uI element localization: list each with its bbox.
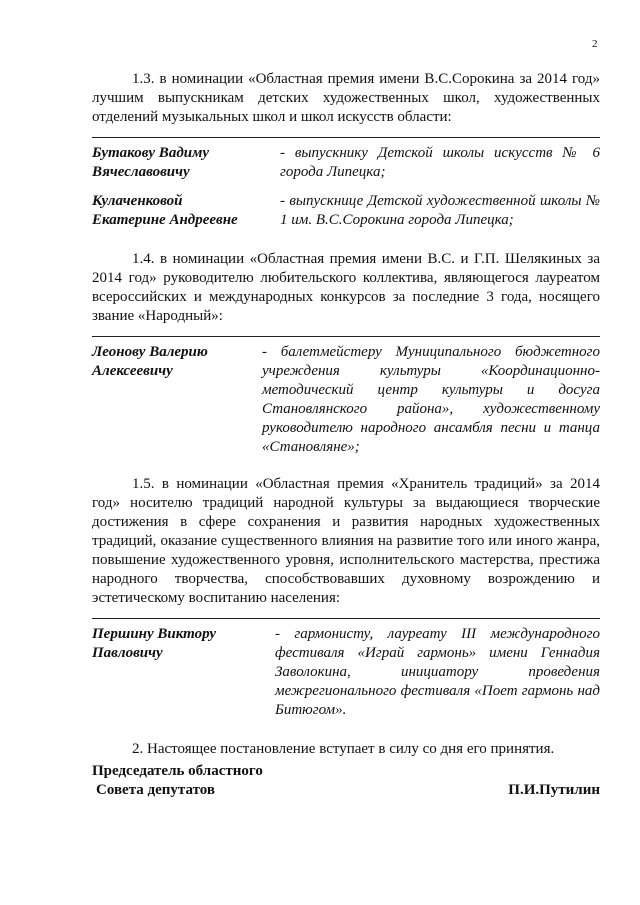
awardee-description: - выпускнице Детской художественной школы № 1 им. В.С.Сорокина города Липецка; xyxy=(280,193,600,228)
awardee-name: Першину Виктору Павловичу xyxy=(92,626,217,661)
signature-row xyxy=(92,781,600,800)
awardee-name: Леонову Валерию Алексеевичу xyxy=(92,344,208,379)
section-1-3-text: 1.3. в номинации «Областная премия имени В.С.Сорокина за 2014 год» лучшим выпускникам детских художественных школ, художественных отделений музыкальных школ и школ искусств области: xyxy=(92,71,600,125)
section-divider xyxy=(92,618,600,619)
awardee-name: Бутакову Вадиму Вячеславовичу xyxy=(92,145,210,180)
awardee-row xyxy=(92,625,600,720)
document-body xyxy=(92,70,600,759)
awardee-row xyxy=(92,144,600,182)
signatory-title-line1: Председатель областного xyxy=(92,763,263,779)
signatory-title-line2: Совета депутатов xyxy=(96,782,215,798)
awardee-name: Кулаченковой Екатерине Андреевне xyxy=(92,193,238,228)
signature-block xyxy=(92,762,600,800)
awardee-row xyxy=(92,343,600,457)
signatory-name: П.И.Путилин xyxy=(508,782,600,798)
section-divider xyxy=(92,336,600,337)
awardee-description: - выпускнику Детской школы искусств № 6 города Липецка; xyxy=(280,145,600,180)
awardee-description: - гармонисту, лауреату III международного фестиваля «Играй гармонь» имени Геннадия Заволокина, инициатору проведения межрегионального фестиваля «Поет гармонь над Битюгом». xyxy=(275,626,600,718)
closing-text: 2. Настоящее постановление вступает в силу со дня его принятия. xyxy=(132,741,555,757)
section-divider xyxy=(92,137,600,138)
section-1-5-text: 1.5. в номинации «Областная премия «Хранитель традиций» за 2014 год» носителю традиций народной культуры за выдающиеся творческие достижения в сфере сохранения и развития народных художественных традиций, оказание существенного влияния на развитие того или иного жанра, повышение художественного уровня, исполнительского мастерства, престижа народного творчества, способствовавших духовному возрождению и эстетическому воспитанию населения: xyxy=(92,476,600,606)
awardee-description: - балетмейстеру Муниципального бюджетного учреждения культуры «Координационно-методический центр культуры и досуга Становлянского района», художественному руководителю народного ансамбля песни и танца «Становляне»; xyxy=(262,344,600,455)
section-1-4-text: 1.4. в номинации «Областная премия имени В.С. и Г.П. Шелякиных за 2014 год» руководителю любительского коллектива, являющегося лауреатом всероссийских и международных конкурсов за последние 3 года, носящего звание «Народный»: xyxy=(92,251,600,324)
page-number: 2 xyxy=(592,38,598,50)
awardee-row xyxy=(92,192,600,230)
